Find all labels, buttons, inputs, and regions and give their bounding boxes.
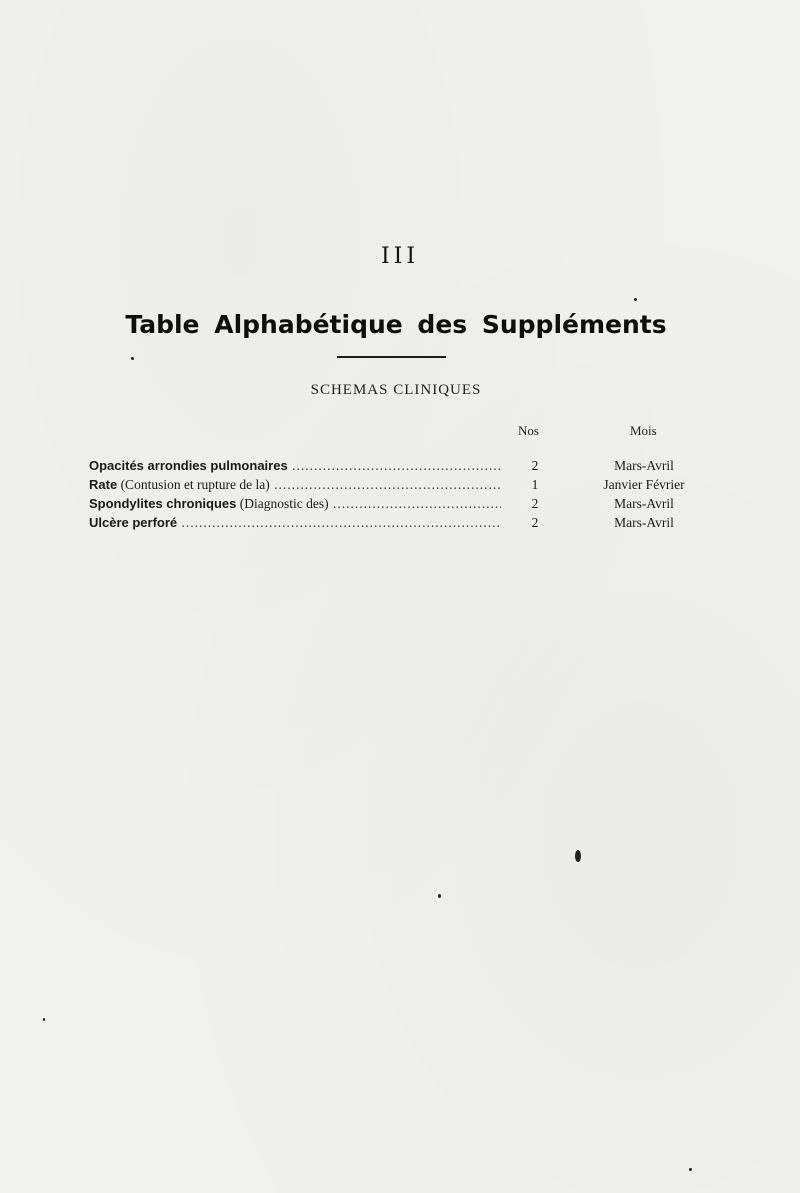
title-divider [337, 356, 446, 358]
paper-speck [634, 298, 637, 301]
index-entry [89, 477, 709, 496]
paper-speck [131, 357, 134, 360]
entry-term: Rate [89, 477, 118, 492]
column-header-month: Mois [630, 423, 657, 438]
entry-number: 2 [531, 458, 539, 473]
entry-month: Mars-Avril [614, 496, 674, 511]
index-list [89, 458, 709, 534]
entry-number: 1 [531, 477, 539, 492]
leader-dots [288, 458, 501, 473]
entry-qualifier: (Diagnostic des) [236, 496, 329, 511]
entry-label [89, 515, 501, 531]
section-heading: SCHEMAS CLINIQUES [310, 382, 482, 398]
entry-number: 2 [531, 496, 539, 511]
part-number: III [380, 244, 420, 269]
entry-month: Janvier Février [603, 477, 685, 492]
leader-dots [329, 496, 501, 511]
entry-month: Mars-Avril [614, 458, 674, 473]
paper-speck [689, 1168, 692, 1171]
index-entry [89, 515, 709, 534]
entry-term: Opacités arrondies pulmonaires [89, 458, 288, 473]
entry-label [89, 496, 501, 512]
entry-label [89, 477, 501, 493]
page-title: Table Alphabétique des Suppléments [125, 310, 667, 339]
entry-term: Spondylites chroniques [89, 496, 237, 511]
column-header-numbers: Nos [518, 423, 539, 438]
entry-number: 2 [531, 515, 539, 530]
paper-speck [438, 894, 441, 898]
entry-qualifier: (Contusion et rupture de la) [117, 477, 270, 492]
entry-label [89, 458, 501, 474]
index-entry [89, 496, 709, 515]
leader-dots [177, 515, 501, 530]
paper-speck [43, 1018, 45, 1021]
leader-dots [270, 477, 501, 492]
index-entry [89, 458, 709, 477]
entry-month: Mars-Avril [614, 515, 674, 530]
paper-speck [575, 850, 581, 862]
entry-term: Ulcère perforé [89, 515, 178, 530]
